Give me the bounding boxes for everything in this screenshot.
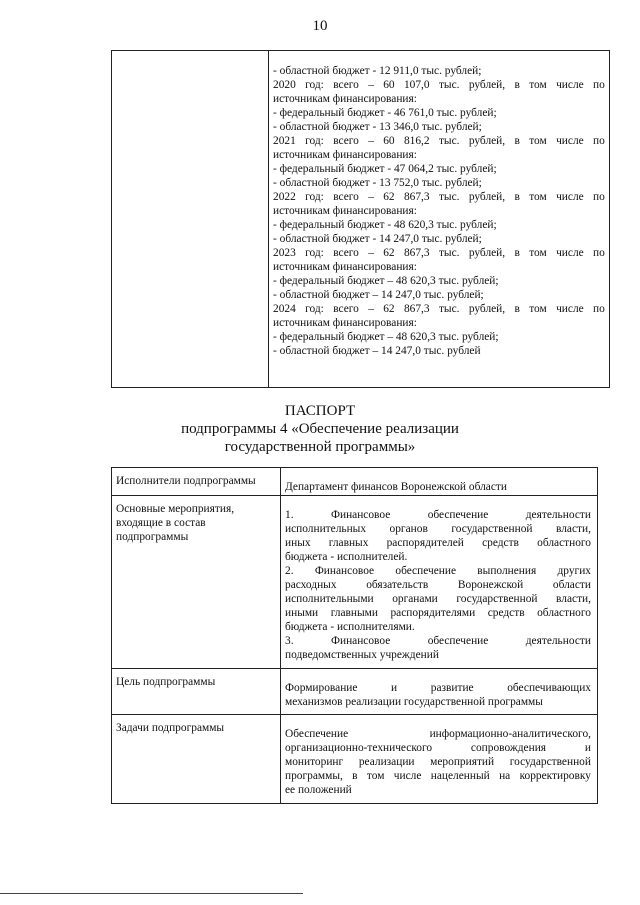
passport-subtitle-line-1: подпрограммы 4 «Обеспечение реализации <box>181 421 459 437</box>
value-line: Департамент финансов Воронежской области <box>285 481 507 493</box>
funding-line: - областной бюджет - 14 247,0 тыс. рублей; <box>273 233 482 245</box>
label-line: Цель подпрограммы <box>116 676 216 688</box>
funding-line: - федеральный бюджет - 46 761,0 тыс. рублей; <box>273 107 497 119</box>
funding-line: - областной бюджет – 14 247,0 тыс. рублей; <box>273 289 484 301</box>
label-line: входящие в состав <box>116 517 206 529</box>
funding-line: источникам финансирования: <box>273 261 417 273</box>
row-goal-label <box>116 675 276 689</box>
label-line: Основные мероприятия, <box>116 503 235 515</box>
label-line: Исполнители подпрограммы <box>116 475 256 487</box>
value-line: исполнительными органами государственной власти, <box>285 593 591 605</box>
funding-line: источникам финансирования: <box>273 149 417 161</box>
funding-line: - федеральный бюджет – 48 620,3 тыс. рублей; <box>273 331 499 343</box>
funding-line: - областной бюджет – 14 247,0 тыс. рублей <box>273 345 481 357</box>
funding-line: источникам финансирования: <box>273 93 417 105</box>
value-line: 2. Финансовое обеспечение выполнения других <box>285 565 591 577</box>
funding-table-continuation <box>111 50 610 388</box>
passport-row-divider <box>112 714 597 715</box>
value-line: исполнительных органов государственной власти, <box>285 523 591 535</box>
page-number: 10 <box>312 18 328 34</box>
row-executors-value <box>285 480 591 494</box>
funding-line: - федеральный бюджет – 48 620,3 тыс. рублей; <box>273 275 499 287</box>
value-line: программы, в том числе нацеленный на корректировку <box>285 770 591 782</box>
row-tasks-label <box>116 721 276 735</box>
value-line: организационно-технического сопровождения и <box>285 742 591 754</box>
value-line: расходных обязательств Воронежской области <box>285 579 591 591</box>
value-line: Обеспечение информационно-аналитического, <box>285 728 591 740</box>
funding-line: 2020 год: всего – 60 107,0 тыс. рублей, в том числе по <box>273 79 605 91</box>
funding-line: - федеральный бюджет - 47 064,2 тыс. рублей; <box>273 163 497 175</box>
funding-line: источникам финансирования: <box>273 317 417 329</box>
passport-table <box>111 467 598 804</box>
row-main-activities-label <box>116 502 276 544</box>
funding-line: - федеральный бюджет - 48 620,3 тыс. рублей; <box>273 219 497 231</box>
funding-line: - областной бюджет - 13 752,0 тыс. рублей; <box>273 177 482 189</box>
passport-subtitle-line-2: государственной программы» <box>224 439 416 455</box>
row-goal-value <box>285 681 591 709</box>
funding-line: 2022 год: всего – 62 867,3 тыс. рублей, в том числе по <box>273 191 605 203</box>
value-line: 1. Финансовое обеспечение деятельности <box>285 509 591 521</box>
row-main-activities-value <box>285 508 591 662</box>
funding-line: источникам финансирования: <box>273 205 417 217</box>
funding-line: 2024 год: всего – 62 867,3 тыс. рублей, в том числе по <box>273 303 605 315</box>
value-line: бюджета - исполнителей. <box>285 551 408 563</box>
label-line: Задачи подпрограммы <box>116 722 225 734</box>
passport-table-column-divider <box>280 468 281 803</box>
value-line: иных главных распорядителей средств областного <box>285 537 591 549</box>
row-executors-label <box>116 474 276 488</box>
value-line: иными главными распорядителями средств областного <box>285 607 591 619</box>
value-line: бюджета - исполнителями. <box>285 621 415 633</box>
passport-row-divider <box>112 495 597 496</box>
funding-table-value-cell <box>273 64 605 358</box>
funding-line: 2021 год: всего – 60 816,2 тыс. рублей, в том числе по <box>273 135 605 147</box>
passport-title: ПАСПОРТ <box>284 403 356 419</box>
value-line: механизмов реализации государственной программы <box>285 696 543 708</box>
label-line: подпрограммы <box>116 531 189 543</box>
value-line: подведомственных учреждений <box>285 649 439 661</box>
value-line: ее положений <box>285 784 352 796</box>
funding-line: - областной бюджет - 12 911,0 тыс. рублей; <box>273 65 482 77</box>
value-line: мониторинг реализации мероприятий государственной <box>285 756 591 768</box>
footer-rule <box>0 893 303 894</box>
value-line: Формирование и развитие обеспечивающих <box>285 682 591 694</box>
passport-row-divider <box>112 668 597 669</box>
funding-line: 2023 год: всего – 62 867,3 тыс. рублей, в том числе по <box>273 247 605 259</box>
value-line: 3. Финансовое обеспечение деятельности <box>285 635 591 647</box>
funding-line: - областной бюджет - 13 346,0 тыс. рублей; <box>273 121 482 133</box>
row-tasks-value <box>285 727 591 797</box>
funding-table-label-cell <box>112 51 269 387</box>
